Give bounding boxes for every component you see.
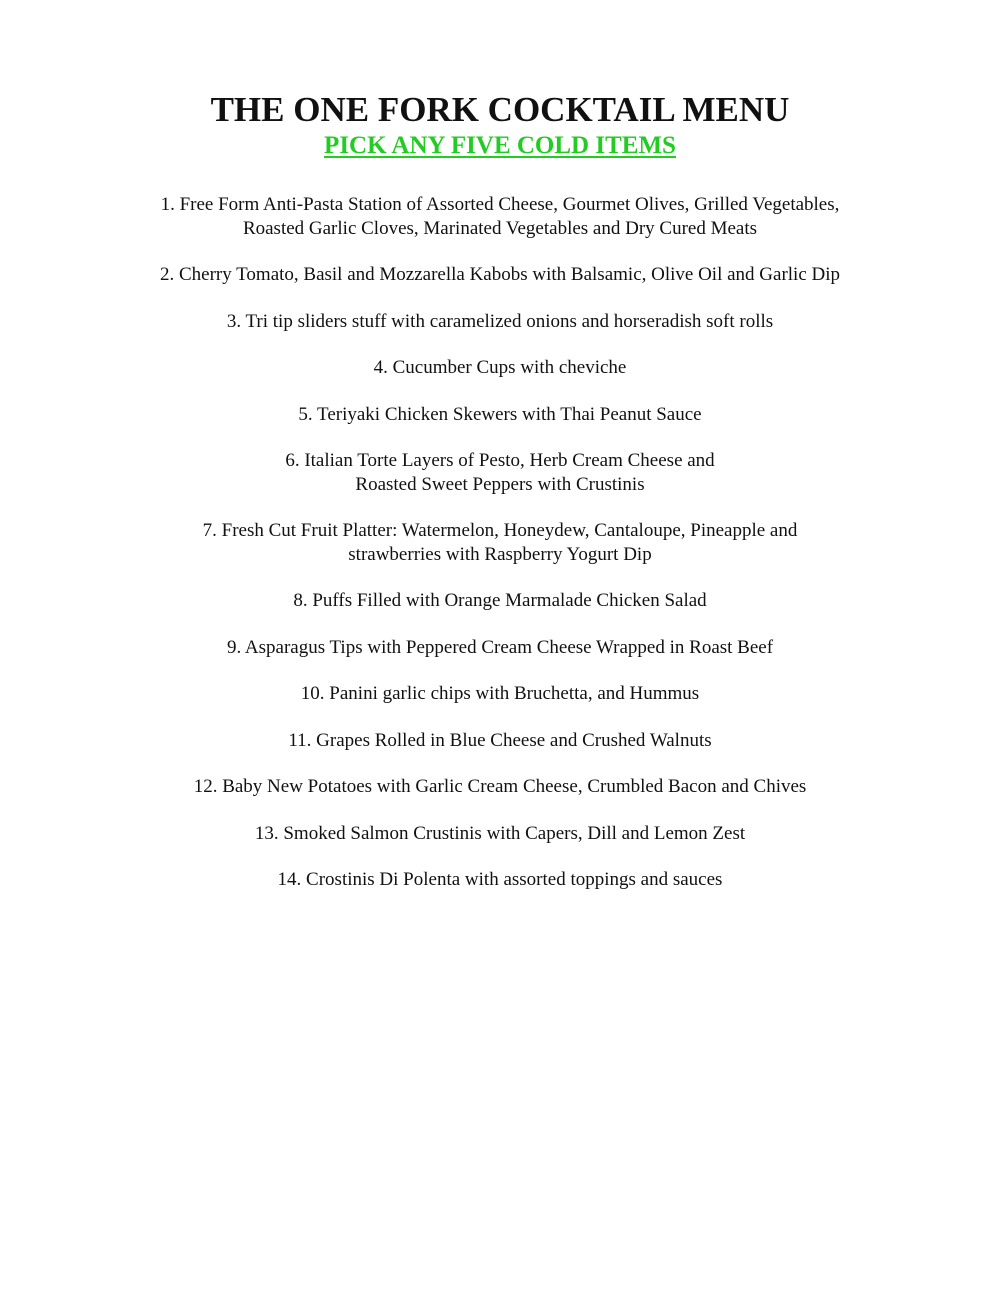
menu-item-line: Roasted Sweet Peppers with Crustinis	[355, 473, 645, 495]
menu-subtitle: PICK ANY FIVE COLD ITEMS	[324, 132, 676, 159]
menu-item-line: 10. Panini garlic chips with Bruchetta, and Hummus	[300, 683, 700, 704]
menu-item-line: 6. Italian Torte Layers of Pesto, Herb Cream Cheese and	[285, 450, 715, 471]
menu-item	[0, 636, 1000, 660]
menu-item	[0, 356, 1000, 380]
menu-title: THE ONE FORK COCKTAIL MENU	[210, 90, 790, 129]
menu-item	[0, 403, 1000, 427]
menu-item-line: 14. Crostinis Di Polenta with assorted toppings and sauces	[277, 869, 723, 890]
menu-item-line: 11. Grapes Rolled in Blue Cheese and Crushed Walnuts	[288, 729, 712, 751]
menu-item-list	[0, 193, 1000, 915]
menu-item-line: 8. Puffs Filled with Orange Marmalade Chicken Salad	[293, 590, 707, 611]
menu-item	[0, 868, 1000, 892]
menu-item	[0, 729, 1000, 753]
menu-item-line: 3. Tri tip sliders stuff with caramelized onions and horseradish soft rolls	[226, 310, 774, 332]
menu-item-line: strawberries with Raspberry Yogurt Dip	[348, 543, 652, 565]
menu-item-line: 2. Cherry Tomato, Basil and Mozzarella Kabobs with Balsamic, Olive Oil and Garlic Dip	[159, 264, 841, 285]
menu-item-line: 4. Cucumber Cups with cheviche	[373, 357, 627, 378]
menu-item-line: 9. Asparagus Tips with Peppered Cream Cheese Wrapped in Roast Beef	[226, 636, 774, 658]
menu-item-line: 12. Baby New Potatoes with Garlic Cream Cheese, Crumbled Bacon and Chives	[193, 776, 807, 797]
menu-item-line: 1. Free Form Anti-Pasta Station of Assorted Cheese, Gourmet Olives, Grilled Vegetables,	[160, 194, 840, 215]
menu-item	[0, 263, 1000, 287]
menu-item	[0, 519, 1000, 566]
menu-item	[0, 310, 1000, 334]
menu-item-line: 13. Smoked Salmon Crustinis with Capers, Dill and Lemon Zest	[254, 822, 746, 844]
menu-item-line: Roasted Garlic Cloves, Marinated Vegetables and Dry Cured Meats	[242, 217, 758, 239]
menu-item-line: 5. Teriyaki Chicken Skewers with Thai Peanut Sauce	[298, 403, 702, 425]
menu-item	[0, 193, 1000, 240]
menu-item	[0, 589, 1000, 613]
menu-item	[0, 449, 1000, 496]
menu-item	[0, 682, 1000, 706]
menu-item	[0, 775, 1000, 799]
menu-item-line: 7. Fresh Cut Fruit Platter: Watermelon, Honeydew, Cantaloupe, Pineapple and	[202, 520, 798, 541]
menu-item	[0, 822, 1000, 846]
